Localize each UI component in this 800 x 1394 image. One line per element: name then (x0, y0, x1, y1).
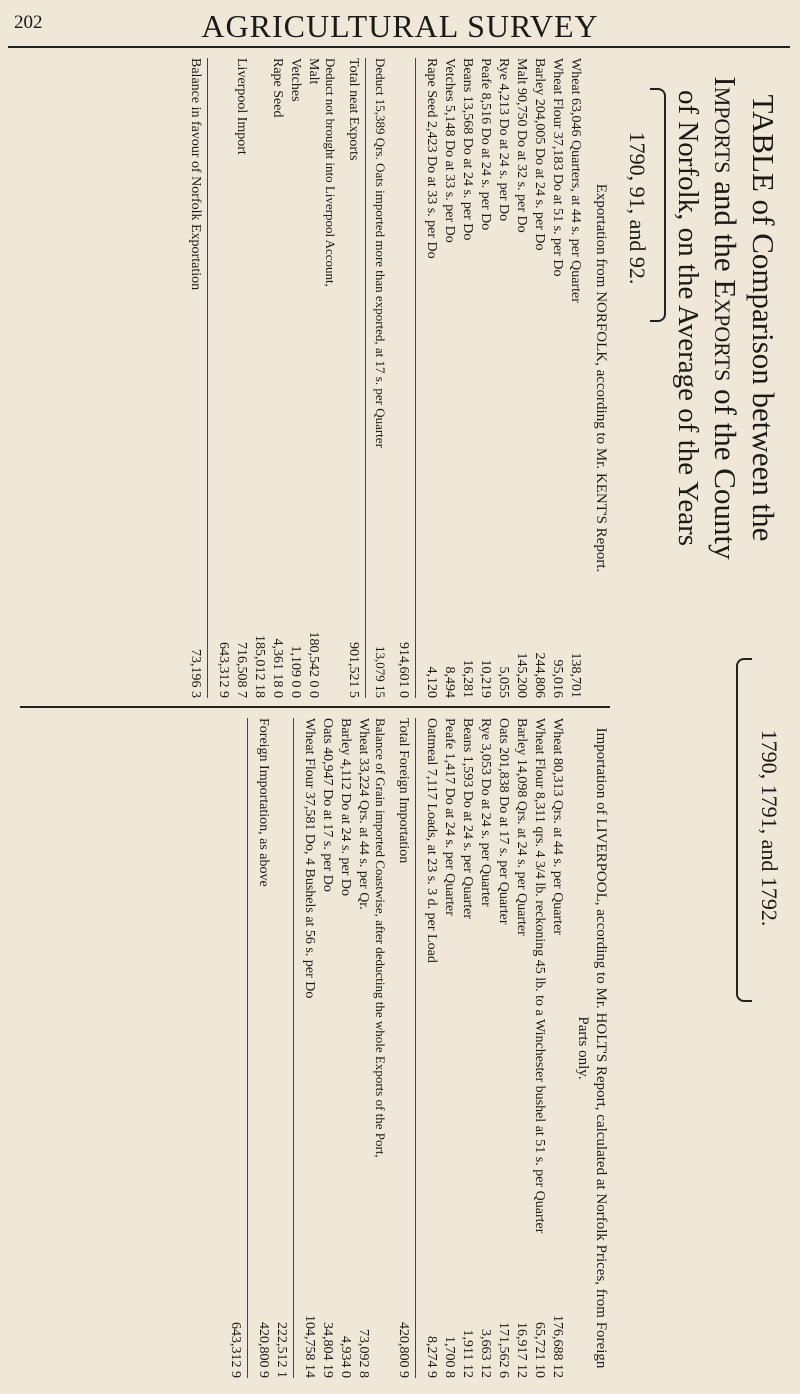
table-row (512, 718, 530, 1378)
row-value: 16,281 (460, 659, 475, 698)
row-value: 1,109 0 0 (288, 645, 303, 698)
row-description (458, 718, 476, 1268)
row-description (548, 58, 566, 588)
table-row (494, 58, 512, 698)
export-heading: Exportation from NORFOLK, according to Mr. KENT'S Report. (593, 183, 609, 573)
running-head: AGRICULTURAL SURVEY (201, 8, 599, 44)
row-description (336, 718, 354, 1268)
row-description (286, 58, 304, 588)
row-value: 65,721 10 (532, 1322, 547, 1378)
row-item: Wheat (356, 718, 371, 755)
deduct-liverpool-row (322, 58, 338, 698)
row-description (440, 718, 458, 1268)
row-rate: at 24 s. per Do (532, 168, 547, 251)
row-value: 176,688 12 (550, 1315, 565, 1378)
row-item: Wheat Flour (302, 718, 317, 789)
row-value: 1,911 12 (460, 1329, 475, 1378)
header-rule (8, 46, 790, 48)
balance-label: Balance in favour of Norfolk Exportation (188, 58, 203, 291)
row-item: Wheat Flour (550, 58, 565, 129)
row-qty: 5,148 Do (442, 105, 457, 158)
coast-total: 222,512 1 (274, 1322, 289, 1378)
liverpool-import-row (232, 58, 250, 698)
row-rate: at 24 s. per Do (478, 148, 493, 231)
row-description (440, 58, 458, 588)
grand-total-row (226, 718, 248, 1378)
liverpool-import: Liverpool Import (234, 58, 249, 155)
export-rows (422, 58, 584, 698)
page-number: 202 (14, 12, 43, 33)
row-rate: at 17 s. per Do (320, 809, 335, 892)
row-qty: 37,183 Do (550, 131, 565, 191)
deduct-total-row (250, 58, 268, 698)
rotated-table (10, 58, 790, 1378)
deduct-oats-row (372, 58, 388, 698)
row-item: Barley (514, 718, 529, 756)
balance-row (186, 58, 208, 698)
row-value: 1,700 8 (442, 1336, 457, 1378)
row-rate: at 33 s. per Do (424, 176, 439, 259)
grand-total: 643,312 9 (228, 1322, 243, 1378)
row-value: 73,092 8 (356, 1329, 371, 1378)
row-description (422, 58, 440, 588)
table-title-block (670, 58, 782, 578)
row-rate: at 24 s. per Do (460, 158, 475, 241)
total-neat-row (344, 58, 366, 698)
row-item: Rape Seed (424, 58, 439, 118)
title-part: of the County (708, 381, 743, 560)
deduct-oats: Deduct 15,389 Qrs. Oats imported more than exported, at 17 s. per Quarter (373, 58, 388, 448)
coast-total-row (272, 718, 294, 1378)
row-value: 4,361 18 0 (270, 638, 285, 698)
row-qty: 14,098 Qrs. (514, 758, 529, 825)
row-value: 4,934 0 (338, 1336, 353, 1378)
row-item: Beans (460, 58, 475, 93)
row-value: 138,701 (568, 652, 583, 698)
total-foreign-value: 420,800 9 (396, 1322, 411, 1378)
table-row (268, 58, 286, 698)
brace-left (650, 88, 666, 322)
liverpool-export-value: 643,312 9 (216, 642, 231, 698)
row-item: Vetches (288, 58, 303, 102)
row-qty: 201,838 Do (496, 747, 511, 814)
row-item: Barley (338, 718, 353, 756)
row-description (548, 718, 566, 1268)
table-title-line2: of Norfolk, on the Average of the Years (672, 89, 704, 547)
deduct-oats-value: 13,079 15 (373, 646, 388, 698)
row-description (494, 58, 512, 588)
total-foreign: Total Foreign Importation (396, 718, 411, 864)
balance-coastwise-row (372, 718, 388, 1378)
row-qty: 8,311 qrs. 4 3/4 lb. reckoning 45 lb. to a Winchester bushel (532, 791, 547, 1123)
row-rate: at 32 s. per Do (514, 150, 529, 233)
deduct-total: 185,012 18 (252, 635, 267, 698)
row-item: Oats (496, 718, 511, 744)
import-rows (422, 718, 566, 1378)
brace-right (736, 658, 752, 1002)
table-row (422, 58, 440, 698)
row-rate: at 24 s. per Do (496, 139, 511, 222)
row-rate: at 24 s. per Do (338, 813, 353, 896)
row-qty: 8,516 Do (478, 92, 493, 145)
row-value: 3,663 12 (478, 1329, 493, 1378)
row-item: Oats (320, 718, 335, 744)
export-subtotal: 914,601 0 (396, 642, 411, 698)
panel-divider (20, 706, 610, 708)
coast-rows (300, 718, 372, 1378)
row-qty: 4,213 Do (496, 83, 511, 136)
table-row (494, 718, 512, 1378)
foreign-as-above-row (254, 718, 272, 1378)
total-foreign-row (394, 718, 416, 1378)
liverpool-import-value: 716,508 7 (234, 642, 249, 698)
row-value: 180,542 0 0 (306, 631, 321, 698)
total-neat: Total neat Exports (346, 58, 361, 161)
row-qty: 80,313 Qrs. (550, 758, 565, 824)
table-row (354, 718, 372, 1378)
row-description (566, 58, 584, 588)
table-row (336, 718, 354, 1378)
row-rate: at 24 s. per Quarter (442, 808, 457, 916)
row-value: 145,200 (514, 652, 529, 698)
title-part: Exports (708, 279, 743, 382)
foreign-as-above: Foreign Importation, as above (256, 718, 271, 887)
row-item: Barley (532, 58, 547, 96)
table-row (512, 58, 530, 698)
row-qty: 13,568 Do (460, 95, 475, 155)
row-rate: at 44 s. per Quarter (568, 195, 583, 303)
row-value: 8,274 9 (424, 1336, 439, 1378)
row-rate: at 44 s. per Qr. (356, 827, 371, 910)
row-description (512, 58, 530, 588)
row-item: Wheat (550, 718, 565, 755)
row-item: Peafe (478, 58, 493, 90)
table-row (530, 718, 548, 1378)
row-item: Peafe (442, 718, 457, 750)
row-qty: 90,750 Do (514, 87, 529, 148)
row-value: 10,219 (478, 659, 493, 698)
table-row (548, 58, 566, 698)
balance-value: 73,196 3 (188, 649, 203, 698)
table-row (304, 58, 322, 698)
row-rate: at 24 s. per Quarter (478, 799, 493, 907)
total-neat-value: 901,521 5 (346, 642, 361, 698)
row-item: Malt (306, 58, 321, 85)
row-item: Rye (478, 718, 493, 740)
row-value: 244,806 (532, 652, 547, 698)
row-qty: 7,117 Loads, (424, 768, 439, 842)
table-row (286, 58, 304, 698)
row-item: Rape Seed (270, 58, 285, 118)
table-title-line1 (706, 58, 782, 578)
row-description (494, 718, 512, 1268)
row-qty: 40,947 Do (320, 747, 335, 807)
row-description (268, 58, 286, 588)
table-row (300, 718, 318, 1378)
title-part: and the (708, 173, 743, 280)
import-heading: Importation of LIVERPOOL, according to Mr. HOLT'S Report, calculated at Norfolk Prices, from Foreign Parts only. (575, 727, 609, 1369)
row-value: 5,055 (496, 666, 511, 698)
row-description (304, 58, 322, 588)
row-qty: 1,593 Do (460, 755, 475, 808)
deduct-liverpool: Deduct not brought into Liverpool Account, (323, 58, 338, 287)
table-row (530, 58, 548, 698)
row-qty: 204,005 Do (532, 98, 547, 165)
export-subtotal-row (394, 58, 416, 698)
table-row (440, 718, 458, 1378)
row-rate: at 33 s. per Do (442, 160, 457, 243)
row-description (318, 718, 336, 1268)
row-qty: 33,224 Qrs. (356, 758, 371, 824)
row-value: 171,562 6 (496, 1322, 511, 1378)
row-qty: 4,112 Do (338, 758, 353, 811)
row-value: 4,120 (424, 666, 439, 698)
row-item: Oatmeal (424, 718, 439, 766)
row-item: Wheat Flour (532, 718, 547, 789)
row-description (300, 718, 318, 1268)
table-row (458, 718, 476, 1378)
row-rate: at 44 s. per Quarter (550, 827, 565, 935)
row-item: Vetches (442, 58, 457, 102)
row-value: 34,804 19 (320, 1322, 335, 1378)
row-description (512, 718, 530, 1268)
row-description (530, 58, 548, 588)
row-item: Malt (514, 58, 529, 85)
row-description (422, 718, 440, 1268)
row-value: 8,494 (442, 666, 457, 698)
row-description (476, 58, 494, 588)
table-row (476, 58, 494, 698)
foreign-as-above-value: 420,800 9 (256, 1322, 271, 1378)
row-description (354, 718, 372, 1268)
title-part: Imports (708, 76, 743, 174)
row-description (476, 718, 494, 1268)
import-panel (226, 718, 610, 1378)
years-right: 1790, 1791, and 1792. (757, 729, 782, 927)
row-rate: at 51 s. per Quarter (532, 1125, 547, 1234)
table-row (476, 718, 494, 1378)
row-rate: at 56 s. per Do (302, 916, 317, 999)
row-qty: 2,423 Do (424, 120, 439, 174)
table-row (318, 718, 336, 1378)
row-item: Beans (460, 718, 475, 753)
row-rate: at 17 s. per Quarter (496, 816, 511, 925)
liverpool-export-row (214, 58, 232, 698)
table-row (458, 58, 476, 698)
years-left: 1790, 91, and 92. (625, 131, 650, 285)
row-rate: at 51 s. per Do (550, 194, 565, 277)
row-qty: 3,053 Do (478, 743, 493, 796)
row-qty: 1,417 Do (442, 752, 457, 805)
row-item: Wheat (568, 58, 583, 95)
row-qty: 63,046 Quarters, (568, 98, 583, 192)
export-panel (186, 58, 610, 698)
row-value: 16,917 12 (514, 1322, 529, 1378)
row-item: Rye (496, 58, 511, 80)
title-part: TABLE of Comparison between the (746, 94, 781, 542)
table-row (422, 718, 440, 1378)
row-rate: at 24 s. per Quarter (514, 828, 529, 936)
row-description (530, 718, 548, 1268)
row-value: 95,016 (550, 659, 565, 698)
row-rate: at 24 s. per Quarter (460, 811, 475, 920)
balance-coastwise: Balance of Grain imported Coastwise, after deducting the whole Exports of the Port, (373, 718, 388, 1158)
row-description (458, 58, 476, 588)
deduct-rows (268, 58, 322, 698)
row-value: 104,758 14 (302, 1315, 317, 1378)
row-qty: 37,581 Do, 4 Bushels (302, 791, 317, 913)
row-rate: at 23 s. 3 d. per Load (424, 844, 439, 963)
table-row (440, 58, 458, 698)
table-row (548, 718, 566, 1378)
table-row (566, 58, 584, 698)
